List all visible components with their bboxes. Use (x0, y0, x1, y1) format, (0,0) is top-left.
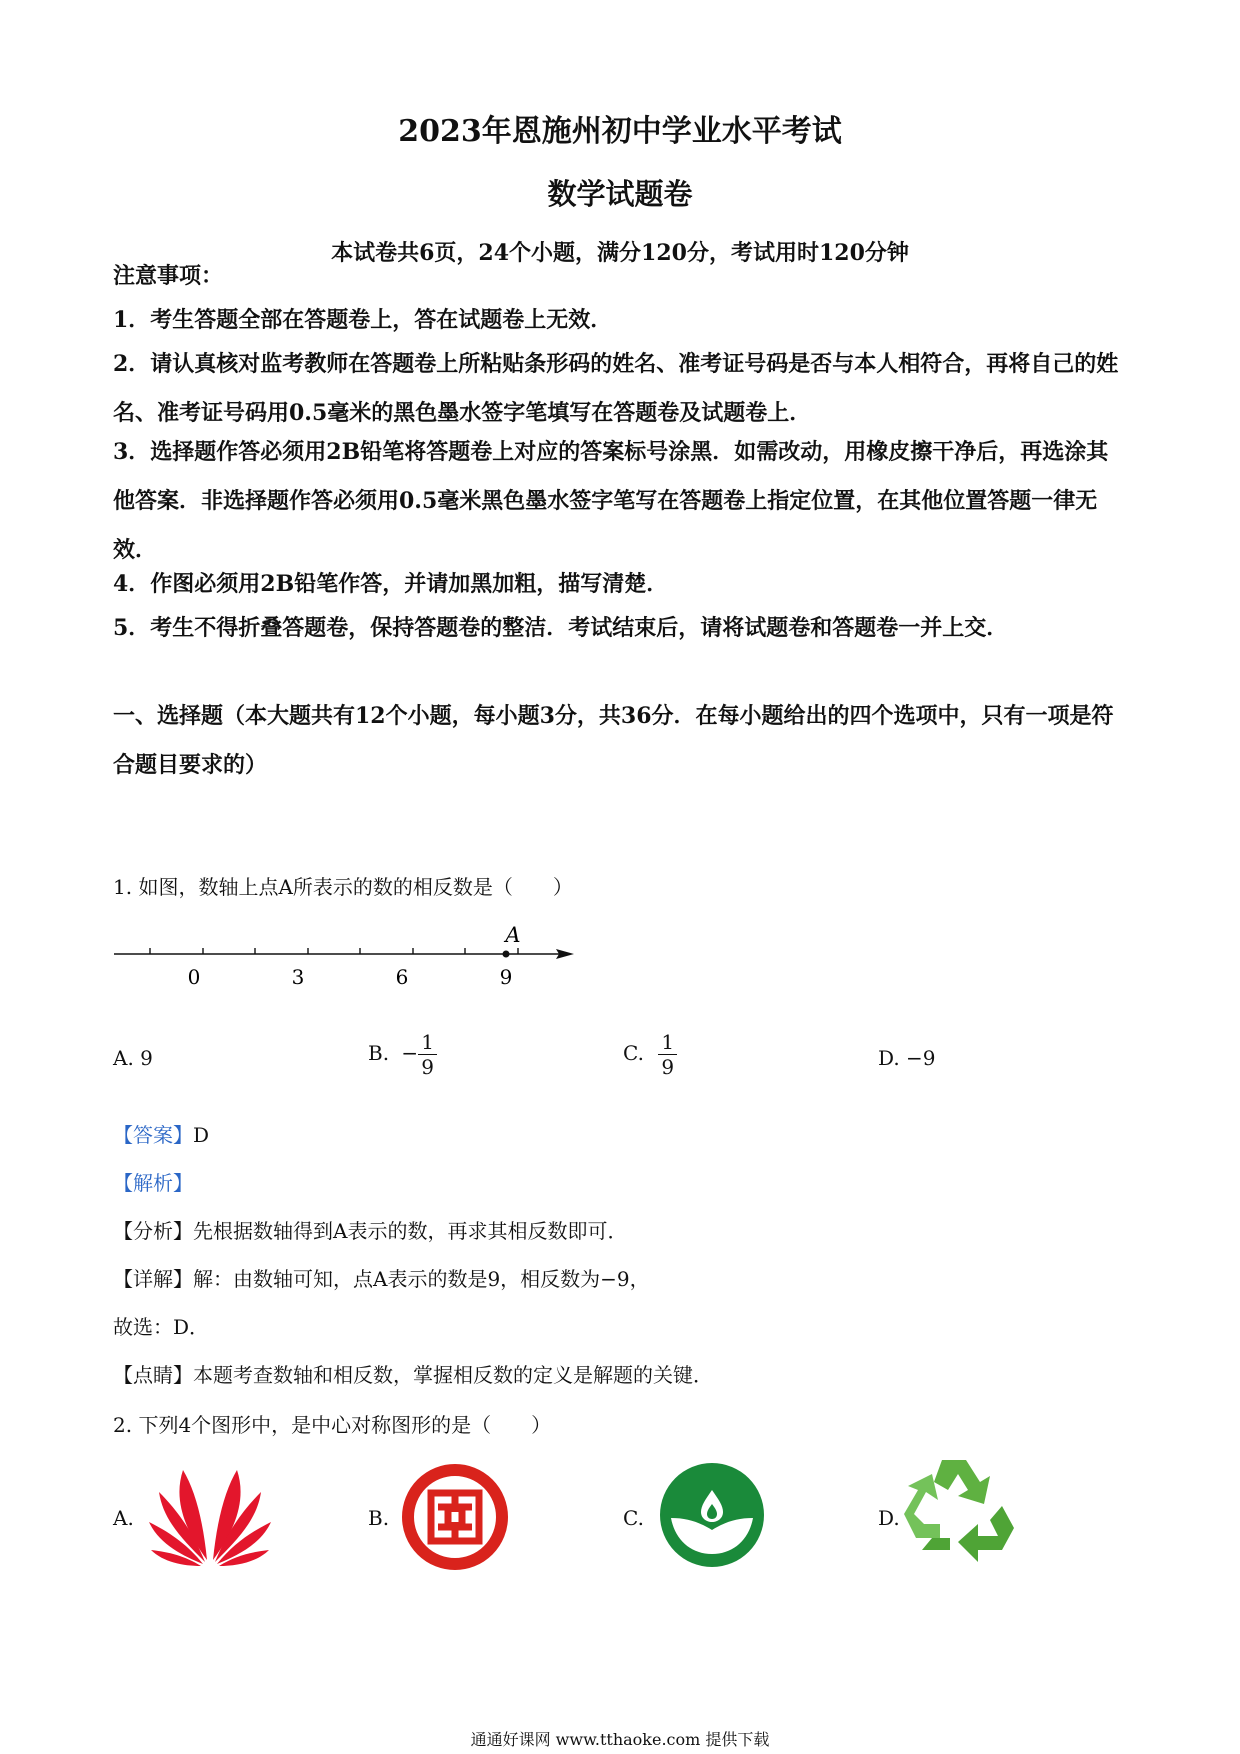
answer-tag: 【答案】 (113, 1123, 193, 1147)
notice-item-5: 5．考生不得折叠答题卷，保持答题卷的整洁．考试结束后，请将试题卷和答题卷一并上交． (113, 615, 1009, 641)
analysis-tag: 【解析】 (113, 1171, 193, 1195)
xiangjie-line: 【详解】解：由数轴可知，点A表示的数是9，相反数为−9， (113, 1267, 650, 1291)
fraction-one-ninth: $\frac{1}{9}$ (658, 1030, 677, 1079)
tick-label-6: 6 (395, 965, 409, 989)
notice-item-2: 2．请认真核对监考教师在答题卷上所粘贴条形码的姓名、准考证号码是否与本人相符合，再将自己的姓名、准考证号码用0.5毫米的黑色墨水签字笔填写在答题卷及试题卷上． (113, 351, 1119, 426)
point-a-dot (503, 951, 510, 958)
q2-option-c-label: C. (623, 1506, 644, 1530)
exam-title: 2023年恩施州初中学业水平考试 (398, 114, 842, 149)
tick-label-0: 0 (187, 965, 201, 989)
tick-label-3: 3 (291, 965, 305, 989)
notice-item-1: 1．考生答题全部在答题卷上，答在试题卷上无效． (113, 307, 613, 333)
q2-option-b-label: B. (368, 1506, 390, 1530)
q2-option-d-label: D. (878, 1506, 900, 1530)
q1-option-b: B. − $\frac{1}{9}$ (368, 1030, 437, 1079)
section-heading: 一、选择题（本大题共有12个小题，每小题3分，共36分．在每小题给出的四个选项中，只有一项是符合题目要求的） (113, 703, 1114, 778)
number-line (108, 920, 578, 1000)
notice-item-3: 3．选择题作答必须用2B铅笔将答题卷上对应的答案标号涂黑．如需改动，用橡皮擦干净后，再选涂其他答案．非选择题作答必须用0.5毫米黑色墨水签字笔写在答题卷上指定位置，在其他位置答题一律无效． (113, 439, 1109, 563)
tick-label-9: 9 (499, 965, 513, 989)
water-drop-logo-icon (657, 1460, 767, 1570)
dianjing-line: 【点睛】本题考查数轴和相反数，掌握相反数的定义是解题的关键． (113, 1363, 713, 1387)
exam-info: 本试卷共6页，24个小题，满分120分，考试用时120分钟 (331, 240, 909, 266)
exam-subtitle: 数学试题卷 (547, 177, 693, 211)
huawei-logo-icon (145, 1460, 275, 1570)
footer-watermark: 通通好课网 www.tthaoke.com 提供下载 (470, 1730, 770, 1749)
fraction-one-ninth: $\frac{1}{9}$ (418, 1030, 437, 1079)
question-2-stem: 2. 下列4个图形中，是中心对称图形的是（ ） (113, 1413, 552, 1437)
guxuan-line: 故选：D． (113, 1315, 210, 1339)
answer-line (113, 1120, 209, 1150)
fenxi-line: 【分析】先根据数轴得到A表示的数，再求其相反数即可． (113, 1219, 628, 1243)
point-a-label: A (505, 923, 521, 947)
notice-item-4: 4．作图必须用2B铅笔作答，并请加黑加粗，描写清楚． (113, 571, 669, 597)
q2-option-a-label: A. (113, 1506, 134, 1530)
notice-heading: 注意事项： (113, 263, 224, 289)
icbc-logo-icon (400, 1462, 510, 1572)
q1-option-a: A. 9 (113, 1046, 153, 1070)
q1-option-d: D. −9 (878, 1046, 936, 1070)
answer-value: D (193, 1123, 210, 1147)
q1-option-c: C. $\frac{1}{9}$ (623, 1030, 677, 1079)
question-1-stem: 1. 如图，数轴上点A所表示的数的相反数是（ ） (113, 875, 573, 899)
recycle-logo-icon (902, 1452, 1022, 1568)
